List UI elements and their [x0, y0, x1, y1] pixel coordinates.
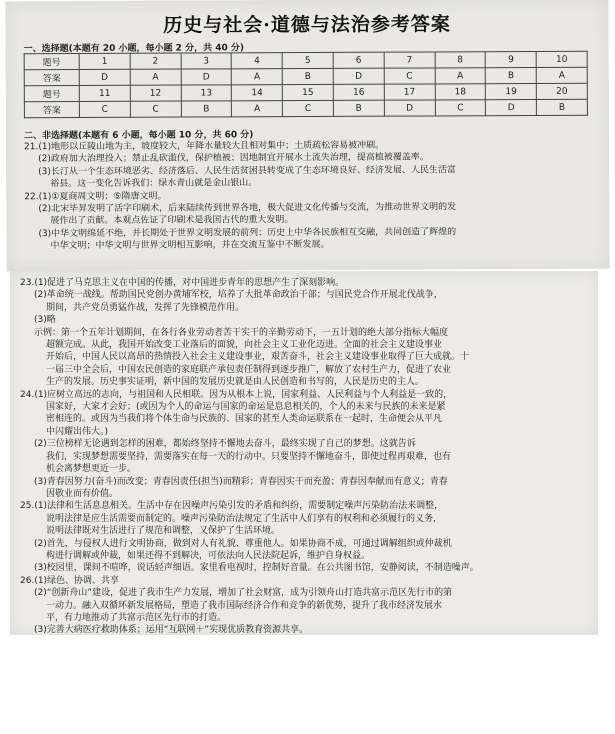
table-cell: 1 [79, 53, 130, 69]
answer-line: 我们，实现梦想需要坚持，需要落实在每一天的行动中。只要坚持不懈地奋斗，即使过程再艰难，也有 [46, 451, 452, 462]
table-cell: D [486, 100, 537, 116]
answer-line: 中闪耀出伟大。) [46, 426, 109, 437]
answer-sheet-bottom [10, 271, 598, 635]
answer-line: 21.(1)地形以丘陵山地为主，坡度较大，年降水量较大且相对集中；土质疏松容易被冲刷。 [24, 140, 385, 153]
page-title: 历史与社会·道德与法治参考答案 [163, 13, 451, 37]
answer-line: (2)革命统一战线。帮助国民党创办黄埔军校，培养了大批革命政治干部；与国民党合作开展北伐战争， [34, 290, 443, 301]
answer-line: (2)政府加大治理投入；禁止乱砍滥伐，保护植被；因地制宜开展水土流失治理，提高植被覆盖率。 [38, 152, 429, 165]
table-cell: 7 [384, 52, 435, 68]
table-cell: B [181, 101, 232, 117]
answer-line: 生产的发展。历史事实证明，新中国的发展历史就是由人民创造和书写的，人民是历史的主人。 [46, 377, 425, 388]
row-label: 答案 [24, 69, 79, 85]
table-cell: 13 [181, 85, 232, 101]
table-cell: 2 [130, 53, 181, 69]
answer-line: 说明法律既对生活进行了规范和调整，又保护了生活环境。 [46, 526, 281, 537]
table-cell: B [537, 99, 588, 115]
answer-line: (3)完善大病医疗救助体系；运用“互联网＋”实现优质教育资源共享。 [34, 625, 309, 635]
answer-line: (3)中华文明绵延不绝，并长期处于世界文明发展的前列；历史上中华各民族相互交融，共同创造了辉煌的 [38, 227, 457, 240]
answer-line: 平，有力地推动了共富示范区先行市的打造。 [46, 612, 227, 623]
table-cell: A [435, 68, 486, 84]
answer-line: 构进行调解或仲裁，如果还得不到解决，可依法向人民法院起诉，维护自身权益。 [46, 550, 371, 561]
table-cell: B [333, 100, 384, 116]
table-cell: C [283, 100, 334, 116]
table-cell: 10 [536, 51, 587, 67]
table-cell: 5 [282, 52, 333, 68]
nonchoice-section-heading: 二、非选择题(本题有 6 小题，每小题 10 分，共 60 分) [23, 130, 254, 142]
table-row [24, 99, 587, 117]
answer-line: (2)“创新舟山”建设，促进了我市生产力发展，增加了社会财富，成为引领舟山打造共富示范区先行市的第 [34, 588, 453, 599]
choice-answer-table [24, 51, 588, 118]
answer-line: 中华文明；中华文明与世界文明相互影响，并在交流互鉴中不断发展。 [50, 240, 330, 252]
nonchoice-answers-21-22 [24, 139, 456, 253]
answer-line: 22.(1)①夏商周文明；⑤隋唐文明。 [24, 191, 167, 202]
answer-line: 说明法律是应生活需要而制定的。噪声污染防治法规定了生活中人们享有的权利和必须履行的义务， [46, 513, 443, 524]
table-cell: 16 [333, 84, 384, 100]
table-cell: C [79, 101, 130, 117]
answer-line: 23.(1)促进了马克思主义在中国的传播，对中国进步青年的思想产生了深刻影响。 [20, 278, 345, 288]
row-label: 题号 [24, 53, 79, 69]
table-cell: 12 [130, 85, 181, 101]
table-cell: 19 [486, 84, 537, 100]
table-cell: 18 [435, 84, 486, 100]
answer-line: (2)北宋毕昇发明了活字印刷术，后来陆续传到世界各地，极大促进文化传播与交流，为推动世界文明的发 [38, 202, 457, 215]
answer-line: 开始后，中国人民以高昂的热情投入社会主义建设事业，艰苦奋斗，社会主义建设事业取得了巨大成就。十 [46, 352, 470, 363]
answer-line: 展作出了贡献。本观点佐证了印刷术是我国古代的重大发明。 [50, 215, 294, 227]
table-cell: C [130, 101, 181, 117]
table-cell: 3 [181, 53, 232, 69]
nonchoice-answers-23-26 [20, 277, 479, 635]
answer-line: (3)略 [34, 315, 56, 326]
table-cell: 17 [384, 84, 435, 100]
table-cell: 8 [435, 52, 486, 68]
table-cell: D [181, 69, 232, 85]
table-cell: A [130, 69, 181, 85]
answer-line: 示例：第一个五年计划期间，在各行各业劳动者苦干实干的辛勤劳动下，一五计划的绝大部分指标大幅度 [34, 327, 449, 338]
table-cell: C [384, 68, 435, 84]
table-cell: B [282, 68, 333, 84]
table-cell: 4 [232, 53, 283, 69]
row-label: 答案 [24, 101, 79, 117]
table-cell: A [536, 67, 587, 83]
answer-line: 期间，共产党员勇猛作战，发挥了先锋模范作用。 [46, 302, 245, 313]
table-cell: D [333, 68, 384, 84]
answer-line: (3)校园里，课间不喧哗，说话轻声细语。家里看电视时，控制好音量。在公共图书馆，安静阅读，不制造噪声。 [34, 563, 479, 574]
answer-line: 机会离梦想更近一步。 [46, 464, 137, 475]
choice-section-heading: 一、选择题(本题有 20 小题，每小题 2 分，共 40 分) [23, 43, 244, 55]
answer-line: 超额完成。从此，我国开始改变工业落后的面貌，向社会主义工业化迈进。全面的社会主义建设事业 [46, 340, 443, 351]
table-cell: 20 [536, 83, 587, 99]
answer-line: 26.(1)绿色、协调、共享 [20, 575, 120, 586]
answer-line: (2)三位榜样无论遇到怎样的困难，都始终坚持不懈地去奋斗，最终实现了自己的梦想。这就告诉 [34, 439, 416, 450]
answer-line: 国家好，大家才会好；(或因为个人的命运与国家的命运是息息相关的，个人的未来与民族的未来是紧 [46, 402, 446, 413]
answer-sheet-top [5, 0, 609, 271]
table-cell: 6 [333, 52, 384, 68]
answer-line: (3)青春因努力(奋斗)而改变；青春因责任(担当)而精彩；青春因实干而充盈；青春因奉献而有意义；青春 [34, 476, 448, 487]
answer-line: 因敬业而有价值。 [46, 488, 119, 499]
table-cell: D [384, 100, 435, 116]
table-cell: D [79, 69, 130, 85]
table-cell: 9 [486, 52, 537, 68]
table-cell: C [435, 100, 486, 116]
table-cell: 11 [79, 85, 130, 101]
answer-line: 一届三中全会后，中国农民创造的家庭联产承包责任制得到逐步推广，解放了农村生产力，促进了农业 [46, 364, 452, 375]
answer-line: 一动力。融入双循环新发展格局，塑造了我市国际经济合作和竞争的新优势，提升了我市经济发展水 [46, 600, 443, 611]
answer-line: (3)长汀从一个生态环境恶劣、经济落后、人民生活贫困县转变成了生态环境良好、经济发展、人民生活富 [38, 165, 456, 177]
table-cell: 14 [232, 85, 283, 101]
answer-line: 裕县。这一变化告诉我们：绿水青山就是金山银山。 [50, 178, 258, 190]
table-cell: B [486, 68, 537, 84]
answer-line: (2)首先，与侵权人进行文明协商，做到对人有礼貌、尊重他人。如果协商不成，可通过调解组织或仲裁机 [34, 538, 452, 549]
row-label: 题号 [24, 85, 79, 101]
table-cell: 15 [282, 84, 333, 100]
answer-line: 25.(1)法律和生活息息相关。生活中存在因噪声污染引发的矛盾和纠纷，需要制定噪声污染防治法来调整， [20, 501, 444, 512]
table-cell: A [232, 69, 283, 85]
answer-line: 24.(1)应树立高远的志向，与祖国和人民相联。因为从根本上说，国家利益、人民利益与个人利益是一致的， [20, 389, 453, 400]
answer-line: 密相连的。或因为当我们将个体生命与民族的、国家的甚至人类命运联系在一起时，生命便会从平凡 [46, 414, 443, 425]
table-cell: A [232, 101, 283, 117]
